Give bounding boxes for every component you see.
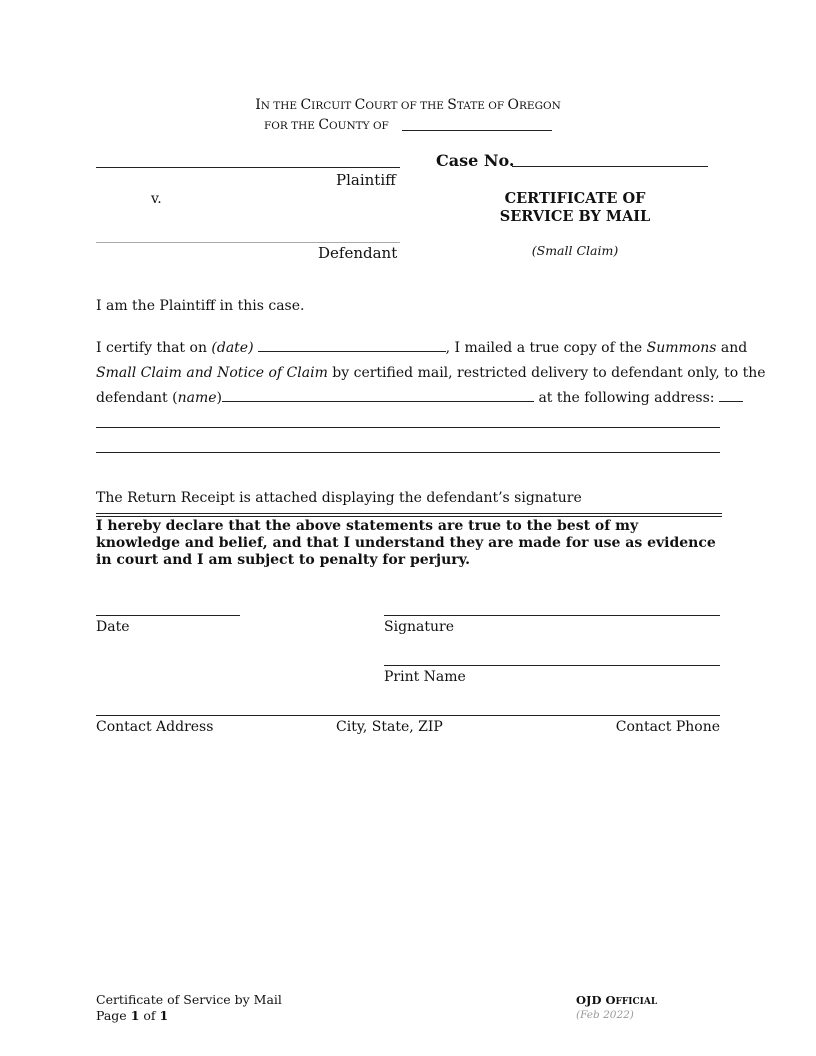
text: Page [96,1008,131,1023]
summons-term: Summons [646,340,717,356]
court-header-line1 [0,97,816,115]
footer-form-name: Certificate of Service by Mail [96,992,282,1007]
text: of [139,1008,160,1023]
plaintiff-label: Plaintiff [336,171,396,189]
header-cap: C [300,97,312,113]
declaration-rule [96,513,722,517]
certify-line-2 [96,364,766,382]
header-cap: S [447,97,457,113]
declaration-text: I hereby declare that the above statements are true to the best of my knowledge and belief, and that I understand they are made for use as evidence in court and I am subject to penalty for perjury. [96,518,716,568]
text: by certified mail, restricted delivery to defendant only, to the [327,365,766,381]
footer-page-number [96,1008,168,1023]
date-label: Date [96,619,130,635]
address-blank-line-1[interactable] [96,427,720,428]
header-cap: C [318,117,330,133]
header-small: REGON [519,100,561,112]
contact-address-label: Contact Address [96,719,214,735]
header-small: IRCUIT [311,100,355,112]
address-blank-line-2[interactable] [96,452,720,453]
text: at the following address: [534,390,715,406]
plaintiff-name-blank[interactable] [96,167,400,168]
signature-blank[interactable] [384,615,720,616]
document-subtitle: (Small Claim) [531,243,619,258]
header-cap: O [507,97,520,113]
page-current: 1 [130,1008,140,1023]
page-total: 1 [159,1008,169,1023]
case-no-label: Case No. [436,151,515,170]
header-cap: I [255,97,261,113]
text: I certify that on [96,340,212,356]
footer-official-mark [576,993,657,1007]
certify-line-3 [96,389,743,407]
header-small: OUNTY OF [329,120,389,132]
intro-statement: I am the Plaintiff in this case. [96,298,305,314]
contact-phone-label: Contact Phone [615,719,720,735]
header-cap: C [354,97,366,113]
defendant-name-blank[interactable] [96,242,400,243]
case-no-blank[interactable] [512,166,708,167]
text: and [716,340,748,356]
county-blank[interactable] [402,130,552,131]
text: , I mailed a true copy of the [445,340,647,356]
mail-date-blank[interactable] [258,339,446,352]
official-cap: O [605,993,616,1007]
defendant-label: Defendant [318,244,398,262]
city-state-zip-label: City, State, ZIP [336,719,443,735]
title-line-1: CERTIFICATE OF [504,190,646,207]
agency-name: OJD [576,993,602,1007]
footer-version: (Feb 2022) [576,1009,634,1021]
header-small: N THE [260,100,301,112]
date-blank[interactable] [96,615,240,616]
contact-blank[interactable] [96,715,720,716]
header-small: TATE OF [456,100,508,112]
address-blank-start[interactable] [719,389,743,402]
name-label: name [177,390,217,406]
title-line-2: SERVICE BY MAIL [499,208,651,225]
court-header-line2 [264,117,389,135]
signature-label: Signature [384,619,455,635]
small-claim-term: Small Claim and Notice of Claim [96,365,328,381]
print-name-blank[interactable] [384,665,720,666]
header-small: FOR THE [264,120,319,132]
document-title [470,190,680,226]
text: ) [216,390,222,406]
header-small: OURT OF THE [365,100,448,112]
certify-line-1 [96,339,747,357]
text: defendant ( [96,390,178,406]
return-receipt-statement: The Return Receipt is attached displaying the defendant’s signature [96,490,582,506]
print-name-label: Print Name [384,669,466,685]
official-small: FFICIAL [615,997,658,1007]
versus-label: v. [151,191,162,207]
defendant-name-field[interactable] [222,389,534,402]
date-label: (date) [211,340,254,356]
